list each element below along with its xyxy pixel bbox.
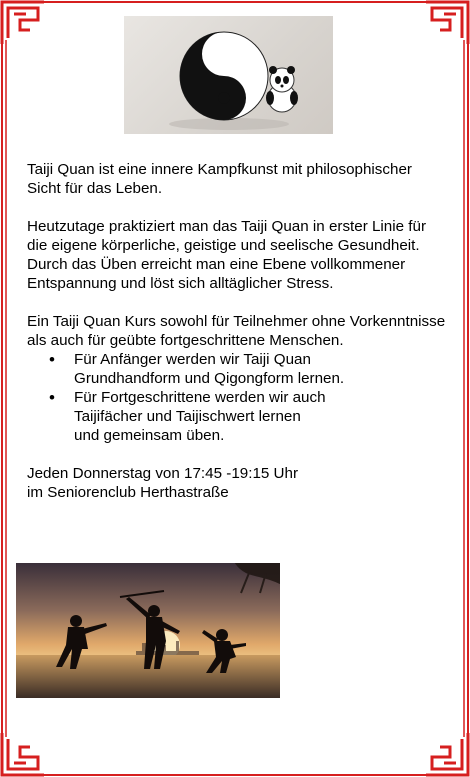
course-paragraph: Ein Taiji Quan Kurs sowohl für Teilnehmer ohne Vorkenntnisse als auch für geübte fortgeschrittene Menschen. <box>27 313 446 349</box>
schedule-info: Jeden Donnerstag von 17:45 -19:15 Uhr im Seniorenclub Herthastraße <box>27 465 299 501</box>
taiji-sunset-image <box>16 563 280 698</box>
list-item: • Für Fortgeschrittene werden wir auch Taijifächer und Taijischwert lernen und gemeinsam üben. <box>27 388 447 445</box>
yin-yang-panda-image <box>124 16 333 134</box>
corner-ornament-bottom-right-icon <box>424 731 470 777</box>
corner-ornament-top-left-icon <box>0 0 46 46</box>
intro-paragraph: Taiji Quan ist eine innere Kampfkunst mit philosophischer Sicht für das Leben. <box>27 161 412 197</box>
corner-ornament-bottom-left-icon <box>0 731 46 777</box>
corner-ornament-top-right-icon <box>424 0 470 46</box>
course-bullet-list <box>27 350 447 445</box>
flyer-text <box>27 160 447 502</box>
list-item: • Für Anfänger werden wir Taiji Quan Grundhandform und Qigongform lernen. <box>27 350 447 388</box>
health-paragraph: Heutzutage praktiziert man das Taiji Quan in erster Linie für die eigene körperliche, geistige und seelische Gesundheit. Durch das Üben erreicht man eine Ebene vollkommener Entspannung und löst sich alltäglicher Stress. <box>27 218 427 292</box>
